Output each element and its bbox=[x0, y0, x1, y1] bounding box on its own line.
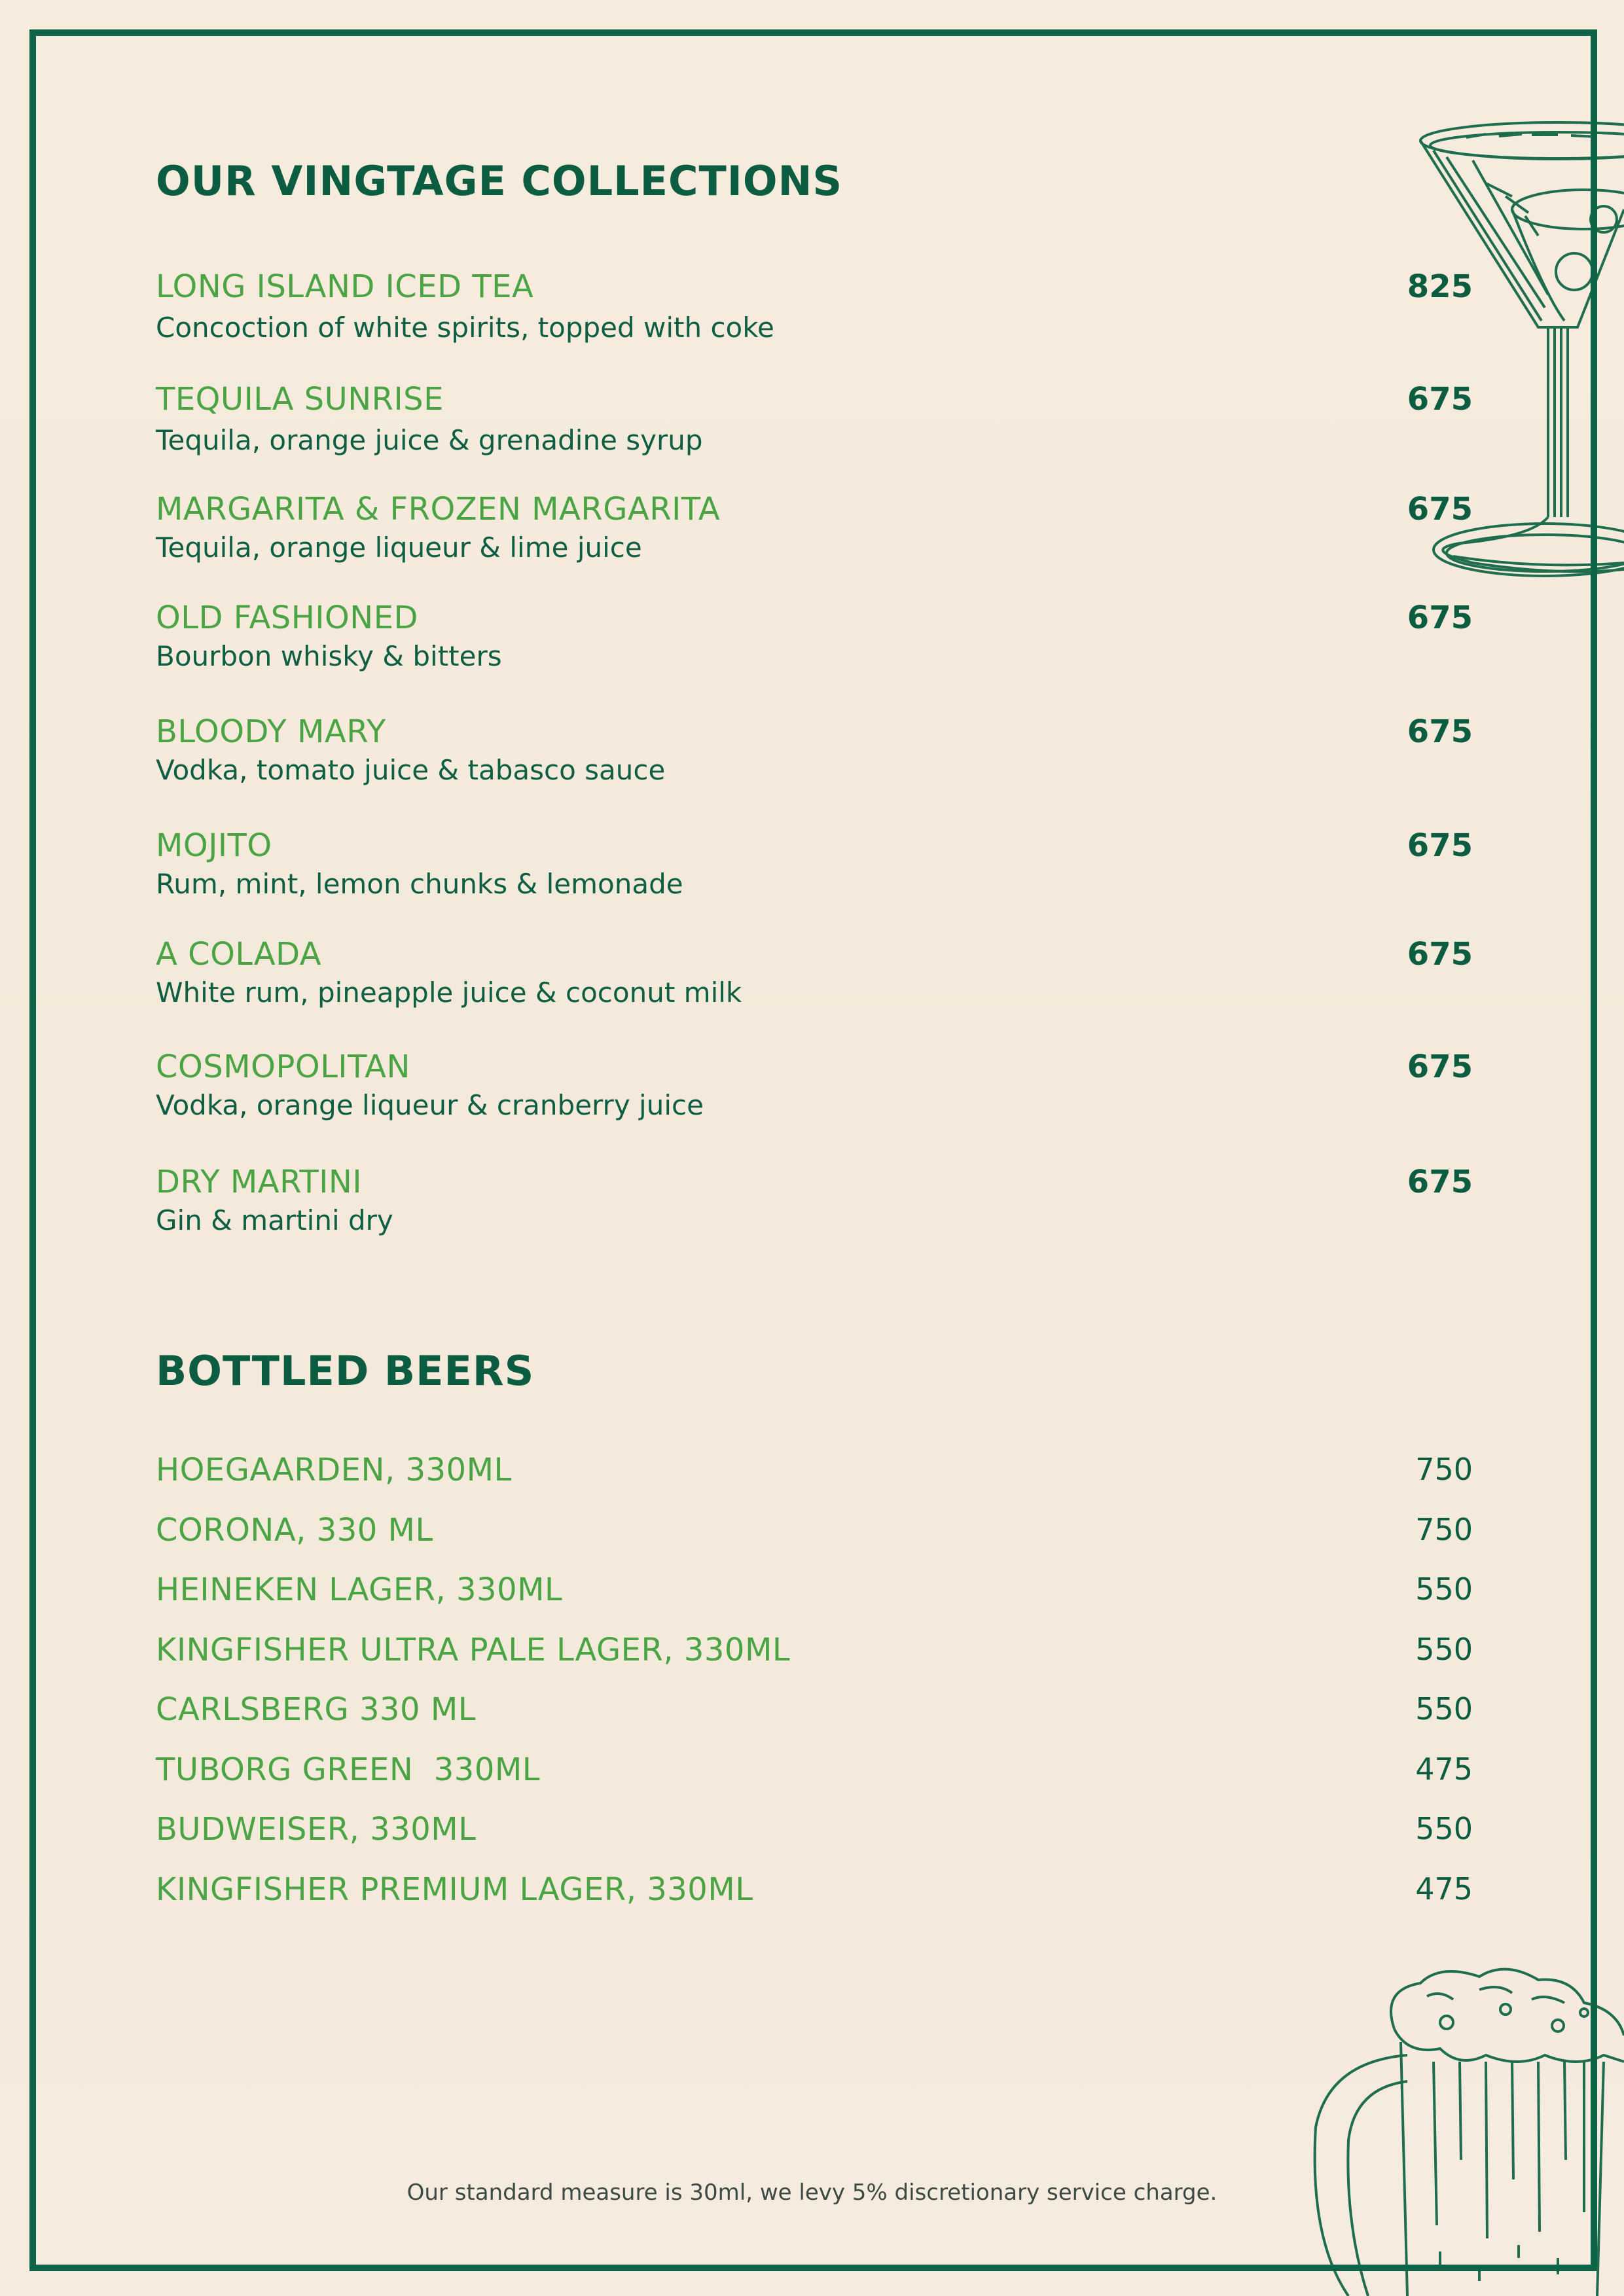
item-name: TEQUILA SUNRISE bbox=[156, 381, 444, 418]
item-name: BUDWEISER, 330ML bbox=[156, 1811, 477, 1848]
beer-item bbox=[156, 1811, 1473, 1857]
item-price: 675 bbox=[1407, 713, 1473, 750]
item-price: 750 bbox=[1415, 1452, 1473, 1487]
item-name: COSMOPOLITAN bbox=[156, 1049, 410, 1085]
service-charge-note: Our standard measure is 30ml, we levy 5% discretionary service charge. bbox=[406, 2179, 1218, 2206]
item-price: 750 bbox=[1415, 1512, 1473, 1547]
item-price: 475 bbox=[1415, 1871, 1473, 1907]
item-name: DRY MARTINI bbox=[156, 1164, 362, 1200]
beer-item bbox=[156, 1452, 1473, 1498]
item-name: KINGFISHER ULTRA PALE LAGER, 330ML bbox=[156, 1632, 791, 1668]
item-description: Tequila, orange liqueur & lime juice bbox=[156, 531, 642, 564]
item-name: LONG ISLAND ICED TEA bbox=[156, 268, 534, 305]
item-description: Concoction of white spirits, topped with coke bbox=[156, 312, 774, 344]
item-description: Rum, mint, lemon chunks & lemonade bbox=[156, 868, 683, 900]
item-description: Gin & martini dry bbox=[156, 1204, 393, 1236]
item-description: White rum, pineapple juice & coconut milk bbox=[156, 977, 742, 1009]
item-price: 550 bbox=[1415, 1811, 1473, 1846]
item-price: 675 bbox=[1407, 600, 1473, 636]
item-price: 675 bbox=[1407, 491, 1473, 528]
beers-section-title: BOTTLED BEERS bbox=[156, 1347, 535, 1395]
item-description: Vodka, orange liqueur & cranberry juice bbox=[156, 1089, 704, 1121]
item-price: 675 bbox=[1407, 936, 1473, 973]
item-name: TUBORG GREEN 330ML bbox=[156, 1751, 541, 1788]
beer-item bbox=[156, 1632, 1473, 1677]
beer-item bbox=[156, 1512, 1473, 1558]
item-description: Vodka, tomato juice & tabasco sauce bbox=[156, 754, 666, 786]
item-price: 675 bbox=[1407, 1049, 1473, 1085]
item-name: CARLSBERG 330 ML bbox=[156, 1691, 477, 1728]
beer-item bbox=[156, 1571, 1473, 1617]
item-name: A COLADA bbox=[156, 936, 322, 973]
item-name: HEINEKEN LAGER, 330ML bbox=[156, 1571, 563, 1608]
item-name: HOEGAARDEN, 330ML bbox=[156, 1452, 512, 1488]
item-name: MOJITO bbox=[156, 827, 272, 864]
item-price: 825 bbox=[1407, 268, 1473, 305]
menu-border-frame bbox=[29, 29, 1597, 2271]
item-name: KINGFISHER PREMIUM LAGER, 330ML bbox=[156, 1871, 753, 1908]
beer-item bbox=[156, 1871, 1473, 1917]
beer-item bbox=[156, 1751, 1473, 1797]
item-price: 475 bbox=[1415, 1751, 1473, 1787]
item-price: 675 bbox=[1407, 381, 1473, 418]
item-name: MARGARITA & FROZEN MARGARITA bbox=[156, 491, 721, 528]
item-price: 675 bbox=[1407, 827, 1473, 864]
item-description: Bourbon whisky & bitters bbox=[156, 640, 502, 672]
item-name: OLD FASHIONED bbox=[156, 600, 418, 636]
item-price: 675 bbox=[1407, 1164, 1473, 1200]
cocktails-section-title: OUR VINGTAGE COLLECTIONS bbox=[156, 157, 843, 205]
item-price: 550 bbox=[1415, 1691, 1473, 1727]
item-name: CORONA, 330 ML bbox=[156, 1512, 433, 1549]
beer-item bbox=[156, 1691, 1473, 1737]
item-price: 550 bbox=[1415, 1571, 1473, 1607]
item-price: 550 bbox=[1415, 1632, 1473, 1667]
item-description: Tequila, orange juice & grenadine syrup bbox=[156, 424, 703, 456]
item-name: BLOODY MARY bbox=[156, 713, 386, 750]
